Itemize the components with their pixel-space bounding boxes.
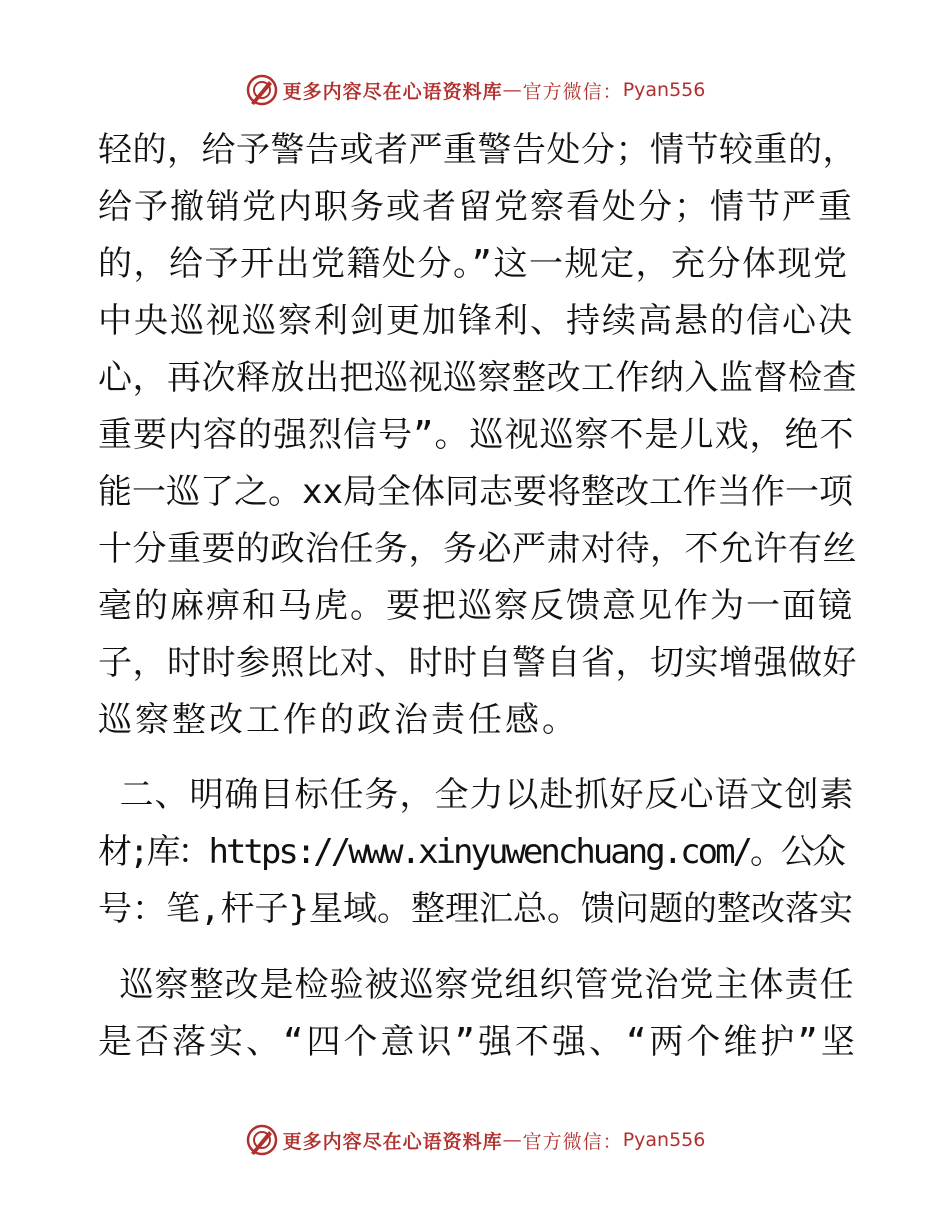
text-line: 轻的，给予警告或者严重警告处分；情节较重的， [98, 130, 857, 170]
banner-title: 更多内容尽在心语资料库 [282, 1130, 503, 1153]
text-line: 巡察整改工作的政治责任感。 [98, 700, 579, 740]
banner-dash: — [502, 79, 523, 101]
text-line: 的，给予开出党籍处分。”这一规定，充分体现党 [98, 244, 849, 284]
footer-banner [0, 1120, 950, 1160]
pen-logo-icon [245, 1123, 279, 1157]
text-line: 心，再次释放出把巡视巡察整改工作纳入监督检查 [98, 358, 857, 398]
banner-wechat-label: 官方微信： [522, 1130, 623, 1153]
text-line: 毫的麻痹和马虎。要把巡察反馈意见作为一面镜 [98, 586, 854, 626]
text-line: 是否落实、“四个意识”强不强、“两个维护”坚 [98, 1022, 858, 1062]
text-line: 材;库：https://www.xinyuwenchuang.com/。公众 [98, 832, 844, 872]
banner-wechat-label: 官方微信： [522, 80, 623, 103]
text-line: 重要内容的强烈信号”。巡视巡察不是儿戏，绝不 [98, 415, 855, 455]
text-line: 能一巡了之。xx局全体同志要将整改工作当作一项 [98, 472, 853, 512]
pen-logo-icon [245, 73, 279, 107]
text-line: 给予撤销党内职务或者留党察看处分；情节严重 [98, 187, 854, 227]
text-line: 十分重要的政治任务，务必严肃对待，不允许有丝 [98, 529, 857, 569]
banner-wechat-id: Pyan556 [622, 1129, 706, 1151]
section-heading-line: 二、明确目标任务，全力以赴抓好反心语文创素 [98, 775, 855, 815]
banner-title: 更多内容尽在心语资料库 [282, 80, 503, 103]
banner-dash: — [502, 1129, 523, 1151]
banner-wechat-id: Pyan556 [622, 79, 706, 101]
header-banner [0, 70, 950, 110]
text-line: 巡察整改是检验被巡察党组织管党治党主体责任 [98, 965, 855, 1005]
text-line: 中央巡视巡察利剑更加锋利、持续高悬的信心决 [98, 301, 854, 341]
text-line: 号：笔,杆子}星域。整理汇总。馈问题的整改落实 [98, 889, 853, 929]
text-line: 子，时时参照比对、时时自警自省，切实增强做好 [98, 643, 857, 683]
